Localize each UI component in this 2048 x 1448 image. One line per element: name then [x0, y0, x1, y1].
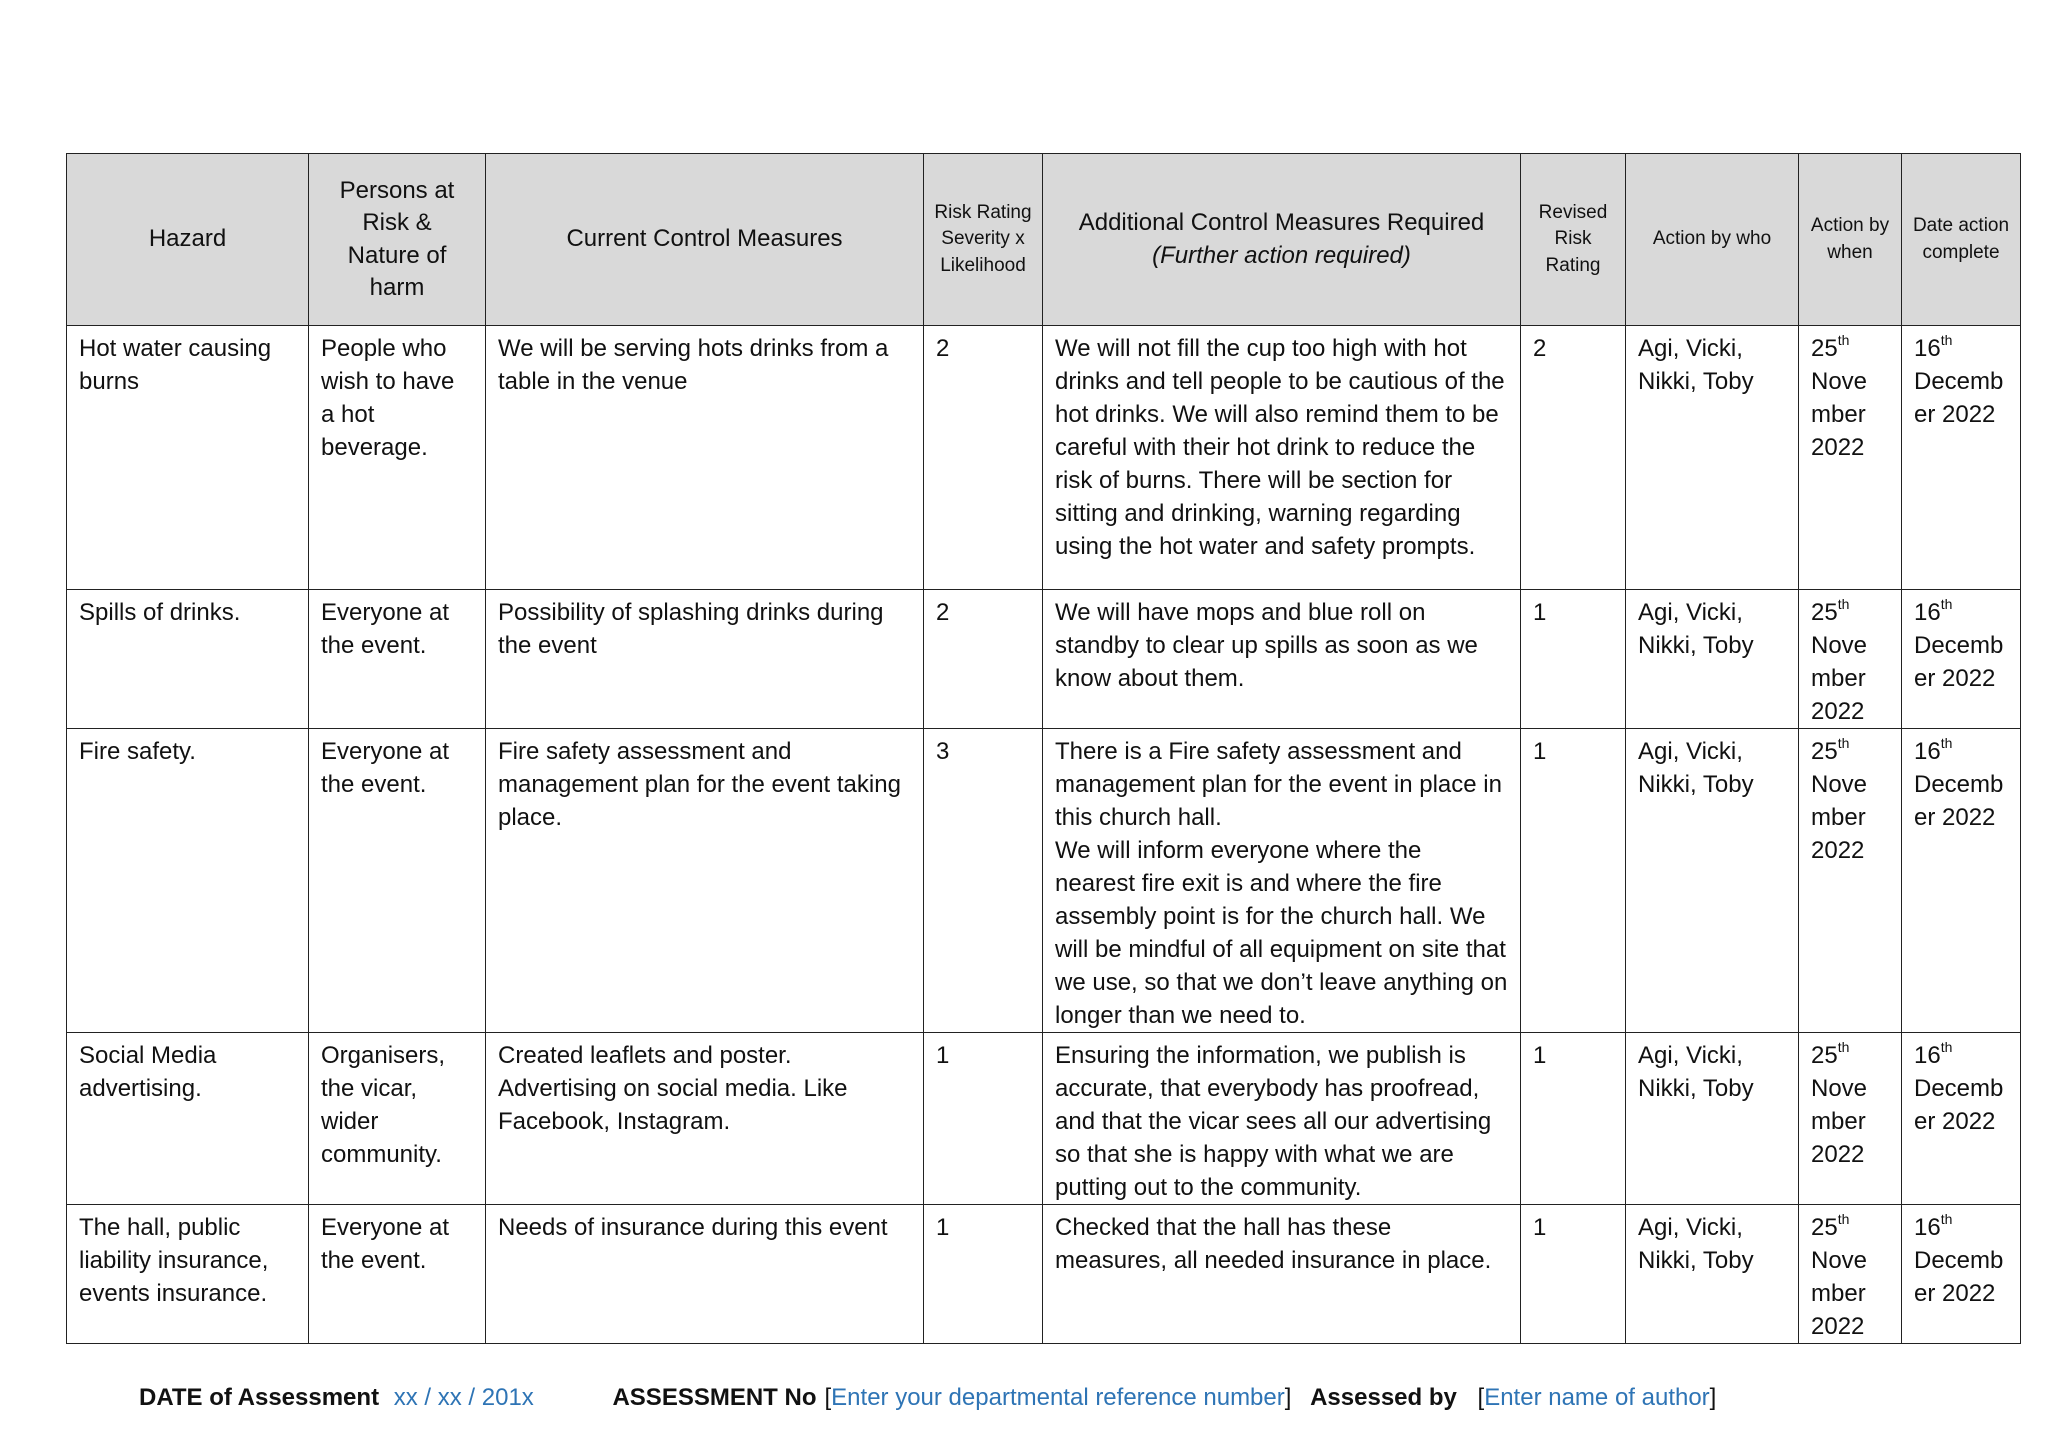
date-complete-day: 16: [1914, 599, 1941, 626]
additional-measures-text: We will not fill the cup too high with hot drinks and tell people to be cautious of the hot drinks. We will also remind them to be careful with their hot drink to reduce the risk of burns. There will be section for sitting and drinking, warning regarding using the hot water and safety prompts.: [1055, 335, 1505, 560]
cell-risk-rating: 3: [924, 729, 1043, 1033]
header-additional-subtitle: (Further action required): [1152, 241, 1411, 269]
action-when-rest: Nove mber 2022: [1811, 1247, 1868, 1340]
action-when-day: 25: [1811, 738, 1838, 765]
additional-measures-text: Checked that the hall has these measures, all needed insurance in place.: [1055, 1214, 1492, 1274]
date-complete-rest: Decemb er 2022: [1914, 368, 2004, 428]
cell-action-when: [1799, 1205, 1902, 1344]
action-when-suffix: th: [1837, 596, 1850, 612]
table-row: [67, 590, 2021, 729]
date-complete-suffix: th: [1940, 1211, 1953, 1227]
cell-date-complete: [1902, 1033, 2021, 1205]
cell-risk-rating: 1: [924, 1205, 1043, 1344]
cell-action-when: [1799, 1033, 1902, 1205]
header-additional-control-measures: [1043, 154, 1521, 326]
open-bracket: [: [1477, 1384, 1485, 1411]
cell-risk-rating: 2: [924, 326, 1043, 590]
cell-date-complete: [1902, 729, 2021, 1033]
assessment-number-label: ASSESSMENT No: [612, 1384, 817, 1411]
open-bracket: [: [824, 1384, 832, 1411]
cell-additional-measures: [1043, 729, 1521, 1033]
header-additional-title: Additional Control Measures Required: [1078, 209, 1485, 237]
header-risk-rating: Risk Rating Severity x Likelihood: [924, 154, 1043, 326]
table-row: [67, 326, 2021, 590]
action-when-day: 25: [1811, 599, 1838, 626]
cell-action-when: [1799, 590, 1902, 729]
assessment-footer: [139, 1384, 1716, 1412]
date-complete-suffix: th: [1940, 332, 1953, 348]
action-when-suffix: th: [1837, 735, 1850, 751]
cell-persons: Organisers, the vicar, wider community.: [309, 1033, 486, 1205]
cell-additional-measures: [1043, 1205, 1521, 1344]
date-complete-day: 16: [1914, 1042, 1941, 1069]
current-measures-text: Created leaflets and poster. Advertising on social media. Like Facebook, Instagram.: [498, 1042, 848, 1135]
cell-hazard: Fire safety.: [67, 729, 309, 1033]
assessed-by-value[interactable]: Enter name of author: [1484, 1384, 1710, 1411]
cell-revised-rating: 1: [1521, 1205, 1626, 1344]
action-when-rest: Nove mber 2022: [1811, 632, 1868, 725]
action-when-day: 25: [1811, 1214, 1838, 1241]
cell-action-by: Agi, Vicki, Nikki, Toby: [1626, 729, 1799, 1033]
cell-persons: Everyone at the event.: [309, 729, 486, 1033]
date-complete-rest: Decemb er 2022: [1914, 1075, 2004, 1135]
header-action-by-when: Action by when: [1799, 154, 1902, 326]
cell-persons: Everyone at the event.: [309, 1205, 486, 1344]
header-hazard: Hazard: [67, 154, 309, 326]
cell-additional-measures: [1043, 1033, 1521, 1205]
cell-date-complete: [1902, 1205, 2021, 1344]
cell-action-by: Agi, Vicki, Nikki, Toby: [1626, 590, 1799, 729]
cell-additional-measures: [1043, 590, 1521, 729]
cell-date-complete: [1902, 590, 2021, 729]
cell-action-when: [1799, 729, 1902, 1033]
table-row: [67, 1033, 2021, 1205]
close-bracket: ]: [1709, 1384, 1717, 1411]
date-of-assessment-value[interactable]: xx / xx / 201x: [393, 1384, 534, 1411]
cell-action-when: [1799, 326, 1902, 590]
cell-current-measures: We will be serving hots drinks from a table in the venue: [486, 326, 924, 590]
cell-hazard: Hot water causing burns: [67, 326, 309, 590]
cell-risk-rating: 2: [924, 590, 1043, 729]
table-row: [67, 1205, 2021, 1344]
date-complete-day: 16: [1914, 1214, 1941, 1241]
date-complete-suffix: th: [1940, 596, 1953, 612]
cell-action-by: Agi, Vicki, Nikki, Toby: [1626, 1205, 1799, 1344]
action-when-day: 25: [1811, 335, 1838, 362]
action-when-day: 25: [1811, 1042, 1838, 1069]
assessment-number-value[interactable]: Enter your departmental reference number: [831, 1384, 1285, 1411]
table-row: [67, 729, 2021, 1033]
cell-revised-rating: 1: [1521, 590, 1626, 729]
date-complete-rest: Decemb er 2022: [1914, 771, 2004, 831]
header-date-action-complete: Date action complete: [1902, 154, 2021, 326]
cell-persons: Everyone at the event.: [309, 590, 486, 729]
additional-measures-text: Ensuring the information, we publish is accurate, that everybody has proofread, and that the vicar sees all our advertising so that she is happy with what we are putting out to the community.: [1055, 1042, 1492, 1201]
date-complete-rest: Decemb er 2022: [1914, 632, 2004, 692]
cell-current-measures: Possibility of splashing drinks during the event: [486, 590, 924, 729]
risk-assessment-table: [66, 153, 2021, 1344]
cell-revised-rating: 2: [1521, 326, 1626, 590]
cell-additional-measures: [1043, 326, 1521, 590]
cell-hazard: Spills of drinks.: [67, 590, 309, 729]
assessed-by-label: Assessed by: [1310, 1384, 1457, 1411]
action-when-rest: Nove mber 2022: [1811, 1075, 1868, 1168]
date-of-assessment-label: DATE of Assessment: [139, 1384, 380, 1411]
date-complete-day: 16: [1914, 738, 1941, 765]
header-row: [67, 154, 2021, 326]
cell-hazard: The hall, public liability insurance, events insurance.: [67, 1205, 309, 1344]
action-when-rest: Nove mber 2022: [1811, 771, 1868, 864]
cell-risk-rating: 1: [924, 1033, 1043, 1205]
cell-date-complete: [1902, 326, 2021, 590]
date-complete-suffix: th: [1940, 735, 1953, 751]
date-complete-rest: Decemb er 2022: [1914, 1247, 2004, 1307]
action-when-rest: Nove mber 2022: [1811, 368, 1868, 461]
header-persons-at-risk: Persons at Risk & Nature of harm: [309, 154, 486, 326]
header-action-by-who: Action by who: [1626, 154, 1799, 326]
action-when-suffix: th: [1837, 1211, 1850, 1227]
cell-current-measures: [486, 1033, 924, 1205]
header-current-control-measures: Current Control Measures: [486, 154, 924, 326]
close-bracket: ]: [1284, 1384, 1292, 1411]
cell-revised-rating: 1: [1521, 729, 1626, 1033]
additional-measures-text: There is a Fire safety assessment and management plan for the event in place in this church hall. We will inform everyone where the nearest fire exit is and where the fire assembly point is for the church hall. We will be mindful of all equipment on site that we use, so that we don’t leave anything on longer than we need to.: [1055, 738, 1508, 1029]
cell-action-by: Agi, Vicki, Nikki, Toby: [1626, 1033, 1799, 1205]
cell-revised-rating: 1: [1521, 1033, 1626, 1205]
action-when-suffix: th: [1837, 1039, 1850, 1055]
date-complete-suffix: th: [1940, 1039, 1953, 1055]
header-revised-risk-rating: Revised Risk Rating: [1521, 154, 1626, 326]
cell-hazard: Social Media advertising.: [67, 1033, 309, 1205]
cell-current-measures: Fire safety assessment and management plan for the event taking place.: [486, 729, 924, 1033]
date-complete-day: 16: [1914, 335, 1941, 362]
cell-action-by: Agi, Vicki, Nikki, Toby: [1626, 326, 1799, 590]
cell-current-measures: Needs of insurance during this event: [486, 1205, 924, 1344]
additional-measures-text: We will have mops and blue roll on standby to clear up spills as soon as we know about them.: [1055, 599, 1478, 692]
action-when-suffix: th: [1837, 332, 1850, 348]
cell-persons: People who wish to have a hot beverage.: [309, 326, 486, 590]
